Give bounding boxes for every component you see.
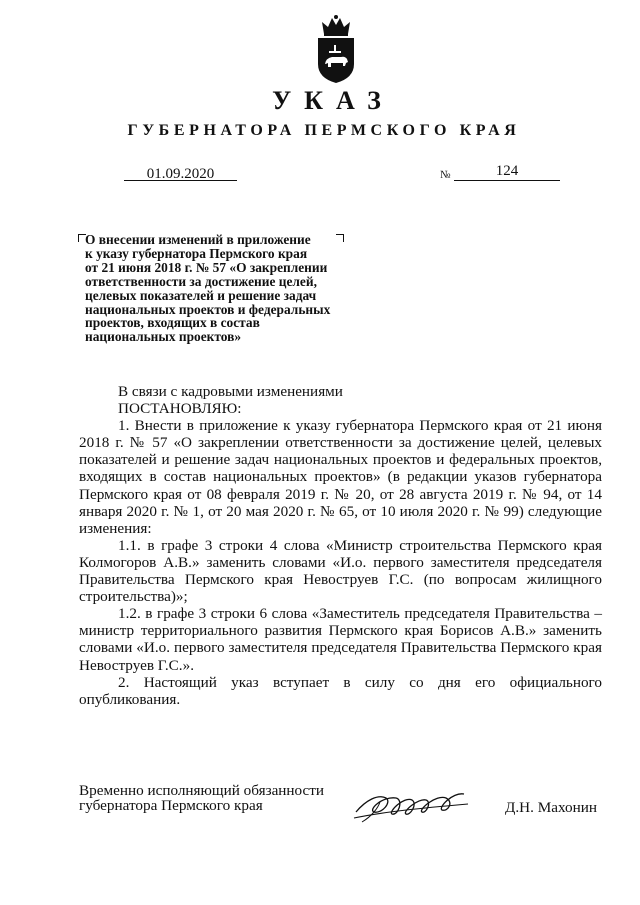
issuer-title: ГУБЕРНАТОРА ПЕРМСКОГО КРАЯ	[127, 122, 521, 139]
subject-corner-right	[336, 234, 344, 242]
number-label: №	[440, 169, 451, 181]
document-title: УКАЗ	[272, 86, 394, 115]
signer-position-line: губернатора Пермского края	[79, 797, 263, 814]
subject-line: к указу губернатора Пермского края	[85, 245, 308, 261]
signer-position-line: Временно исполняющий обязанности	[79, 782, 325, 799]
clause-1-1: 1.1. в графе 3 строки 4 слова «Министр строительства Пермского края Колмогоров А.В.» заменить словами «И.о. первого заместителя председателя Правительства Пермского края Невоструев Г.С. (по вопросам жилищного строительства)»;	[79, 536, 602, 606]
subject-line: проектов, входящих в состав	[85, 315, 260, 331]
clause-1: 1. Внести в приложение к указу губернатора Пермского края от 21 июня 2018 г. № 57 «О закреплении ответственности за достижение целей, целевых показателей и решение задач национальных проектов и федеральных проектов, входящих в состав национальных проектов» (в редакции указов губернатора Пермского края от 08 февраля 2019 г. № 20, от 28 августа 2019 г. № 94, от 14 января 2020 г. № 1, от 20 мая 2020 г. № 65, от 10 июля 2020 г. № 99) следующие изменения:	[79, 417, 602, 537]
document-date: 01.09.2020	[146, 166, 215, 182]
signer-name: Д.Н. Махонин	[505, 799, 597, 816]
coat-of-arms-emblem	[315, 14, 357, 84]
subject-line: О внесении изменений в приложение	[85, 232, 311, 247]
number-underline	[454, 180, 560, 181]
clause-2: 2. Настоящий указ вступает в силу со дня его официального опубликования.	[79, 673, 602, 708]
clause-1-2: 1.2. в графе 3 строки 6 слова «Заместитель председателя Правительства – министр территориального развития Пермского края Борисов А.В.» заменить словами «И.о. первого заместителя председателя Правительства Пермского края Невоструев Г.С.».	[79, 605, 602, 674]
decree-heading: ПОСТАНОВЛЯЮ:	[118, 400, 242, 418]
document-number: 124	[495, 163, 519, 179]
signer-position	[79, 783, 324, 813]
subject-line: ответственности за достижение целей,	[85, 273, 317, 289]
handwritten-signature	[352, 782, 470, 826]
subject-line: национальных проектов и федеральных	[85, 301, 331, 317]
subject-line: от 21 июня 2018 г. № 57 «О закреплении	[85, 259, 328, 275]
reason-paragraph: В связи с кадровыми изменениями	[118, 383, 343, 400]
document-subject	[85, 233, 330, 344]
subject-line: целевых показателей и решение задач	[85, 287, 317, 303]
date-underline	[124, 180, 237, 181]
document-body	[79, 383, 602, 708]
subject-line: национальных проектов»	[85, 329, 242, 345]
